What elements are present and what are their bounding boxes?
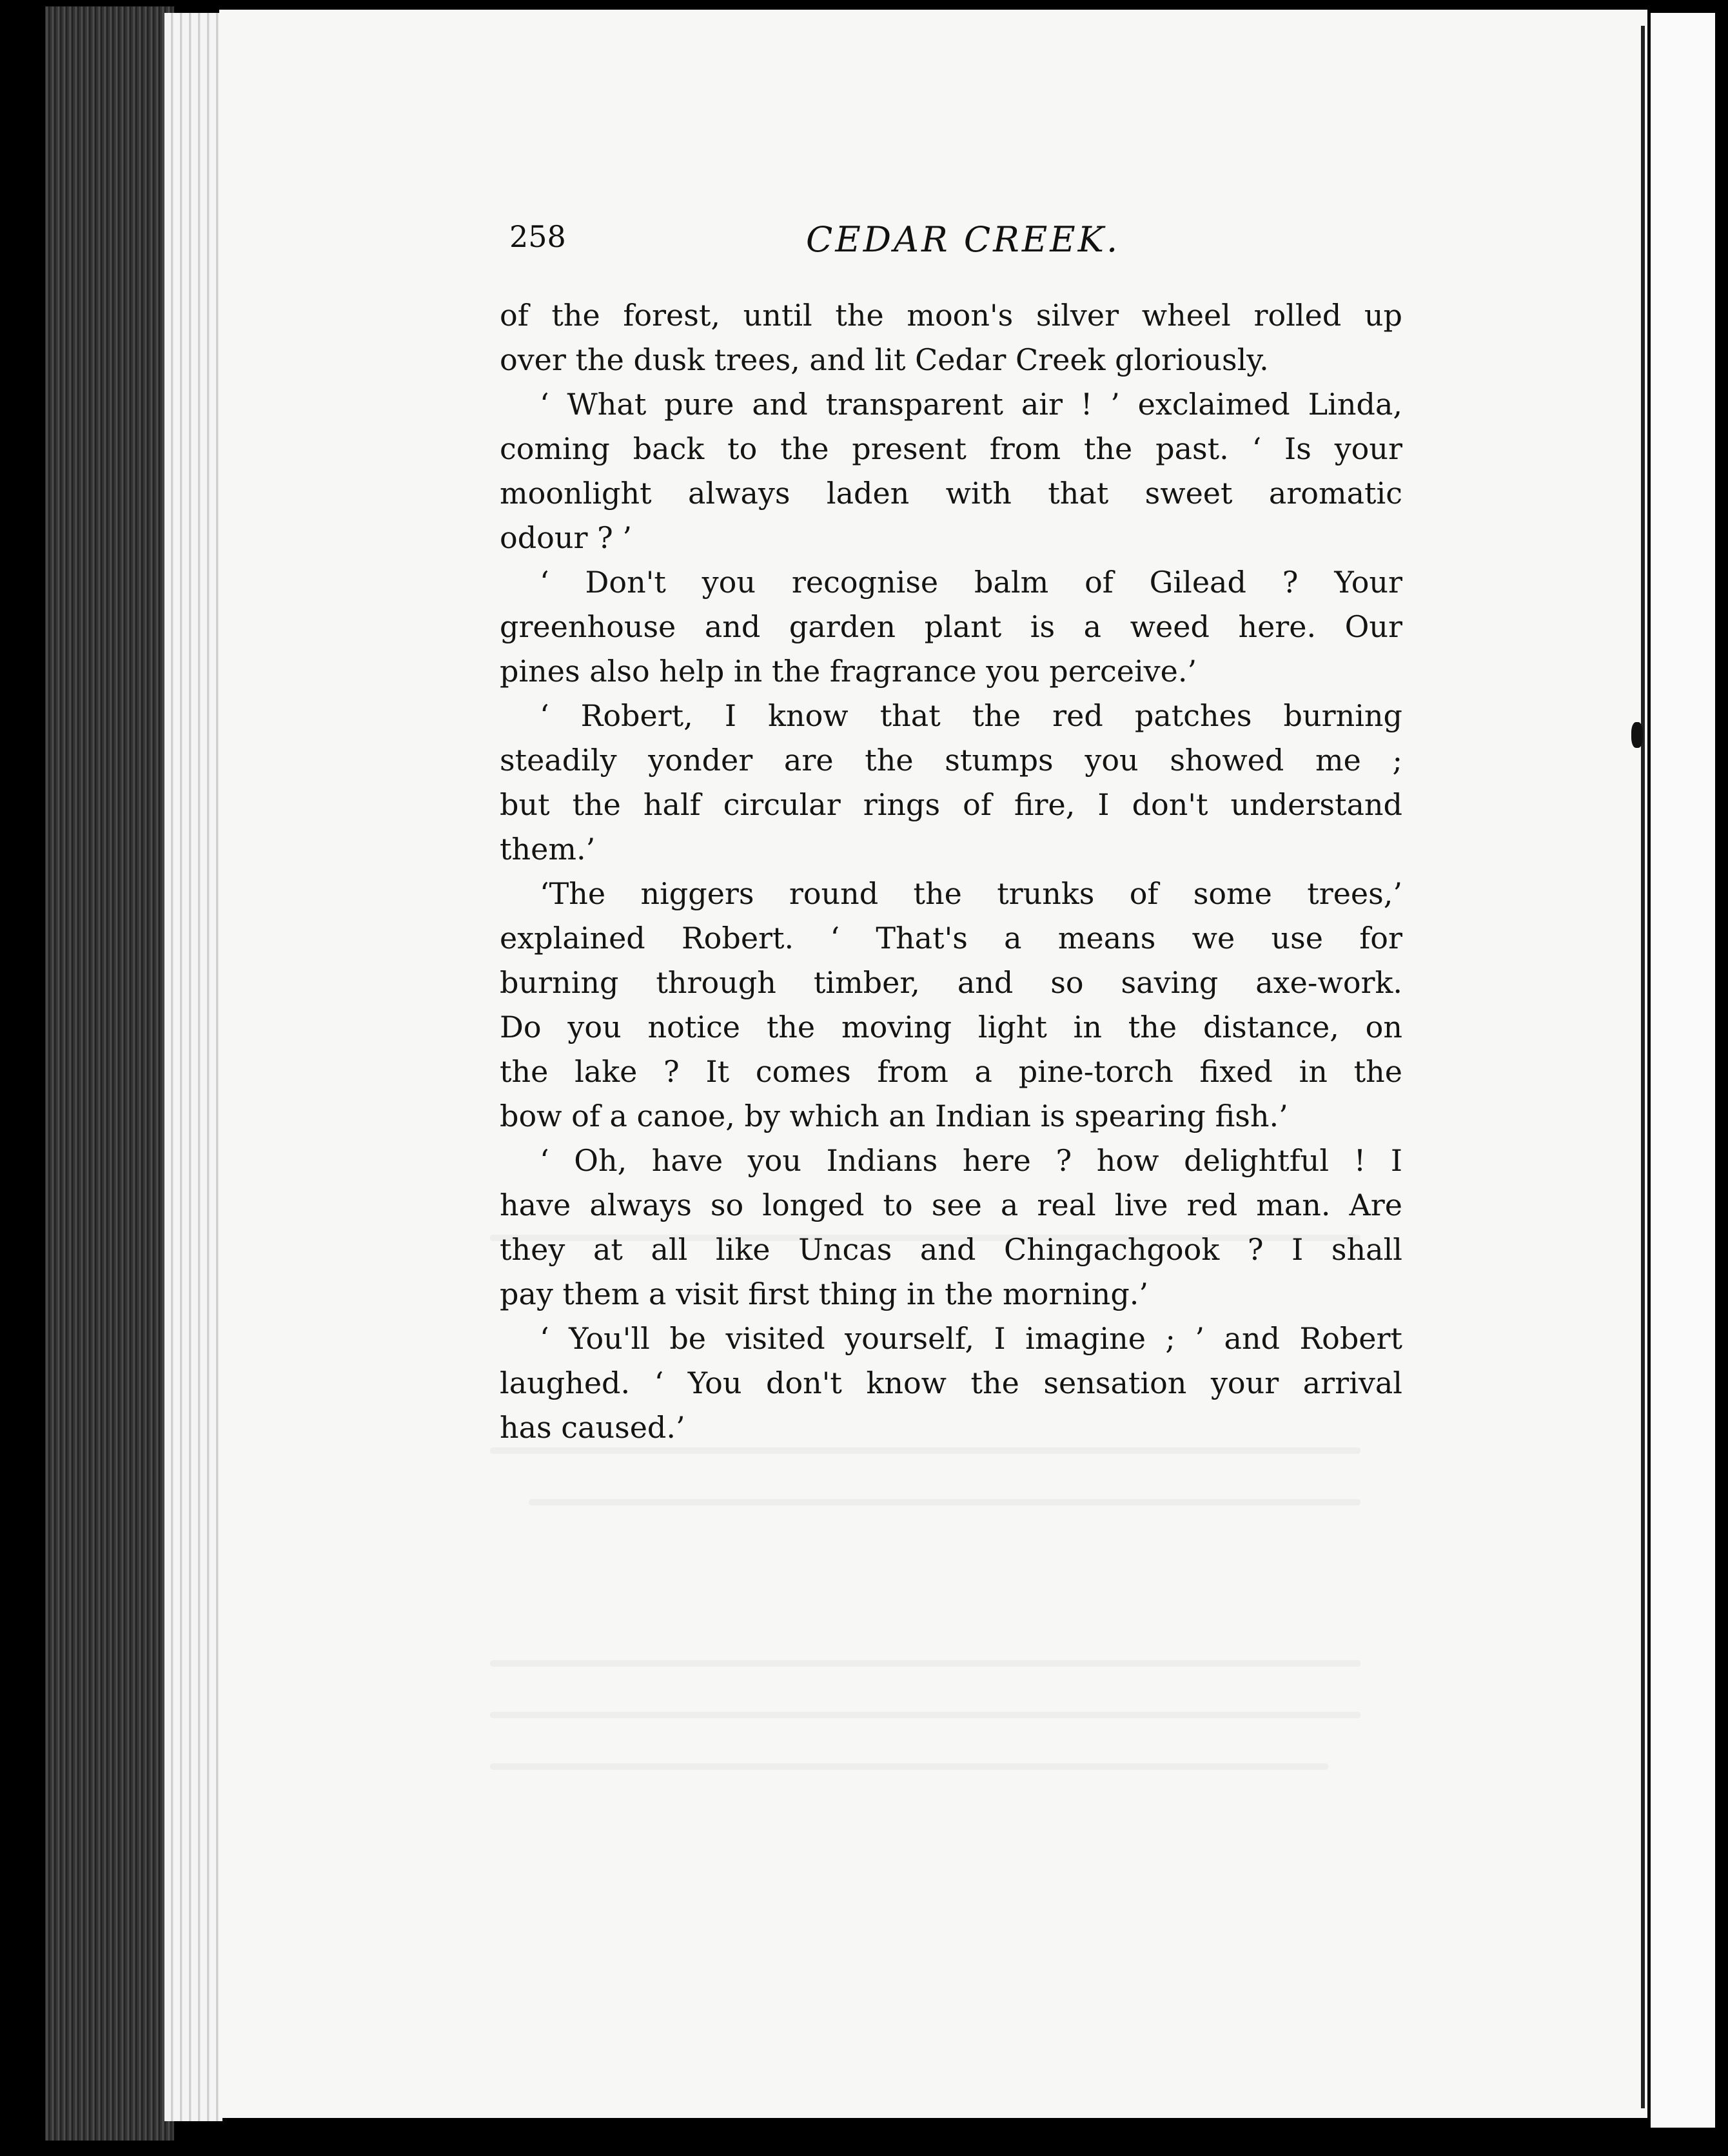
text-line: them.’	[500, 832, 596, 867]
page-number: 258	[509, 219, 566, 254]
running-title: CEDAR CREEK.	[806, 219, 1121, 260]
text-line: steadily yonder are the stumps you showed me ;	[500, 743, 1402, 778]
text-line: ‘ Robert, I know that the red patches burning	[540, 698, 1402, 733]
text-line: ‘ What pure and transparent air ! ’ exclaimed Linda,	[540, 387, 1402, 422]
page-edges	[164, 13, 222, 2121]
text-line: ‘ Don't you recognise balm of Gilead ? Your	[540, 565, 1402, 600]
text-line: of the forest, until the moon's silver wheel rolled up	[500, 298, 1402, 333]
text-line: pines also help in the fragrance you perceive.’	[500, 654, 1197, 689]
gutter-mark	[1631, 722, 1643, 748]
text-line: over the dusk trees, and lit Cedar Creek gloriously.	[500, 342, 1269, 377]
text-line: laughed. ‘ You don't know the sensation your arrival	[500, 1366, 1402, 1400]
text-line: odour ? ’	[500, 520, 632, 555]
text-line: ‘ Oh, have you Indians here ? how delightful ! I	[540, 1143, 1402, 1178]
text-line: ‘The niggers round the trunks of some trees,’	[540, 876, 1402, 911]
text-line: the lake ? It comes from a pine-torch fixed in the	[500, 1054, 1402, 1089]
text-line: pay them a visit first thing in the morning.’	[500, 1277, 1149, 1311]
book-edge	[45, 6, 174, 2141]
text-line: burning through timber, and so saving axe-work.	[500, 965, 1402, 1000]
text-line: greenhouse and garden plant is a weed here. Our	[500, 609, 1402, 644]
facing-page-edge	[1651, 13, 1715, 2128]
text-line: moonlight always laden with that sweet aromatic	[500, 476, 1402, 511]
text-line: Do you notice the moving light in the distance, on	[500, 1010, 1402, 1044]
text-line: they at all like Uncas and Chingachgook ? I shall	[500, 1232, 1402, 1267]
bleed-through	[490, 1712, 1360, 1718]
bleed-through	[490, 1763, 1328, 1770]
text-line: has caused.’	[500, 1410, 685, 1445]
text-line: have always so longed to see a real live red man. Are	[500, 1188, 1402, 1222]
page-header	[509, 219, 1412, 271]
gutter-line	[1641, 26, 1645, 2108]
text-line: explained Robert. ‘ That's a means we use for	[500, 921, 1402, 956]
bleed-through	[490, 1660, 1360, 1667]
text-line: but the half circular rings of fire, I don't understand	[500, 787, 1402, 822]
text-line: ‘ You'll be visited yourself, I imagine ; ’ and Robert	[540, 1321, 1402, 1356]
text-line: bow of a canoe, by which an Indian is spearing fish.’	[500, 1099, 1288, 1133]
body-text	[500, 293, 1402, 1450]
text-line: coming back to the present from the past. ‘ Is your	[500, 431, 1402, 466]
bleed-through	[529, 1499, 1360, 1505]
